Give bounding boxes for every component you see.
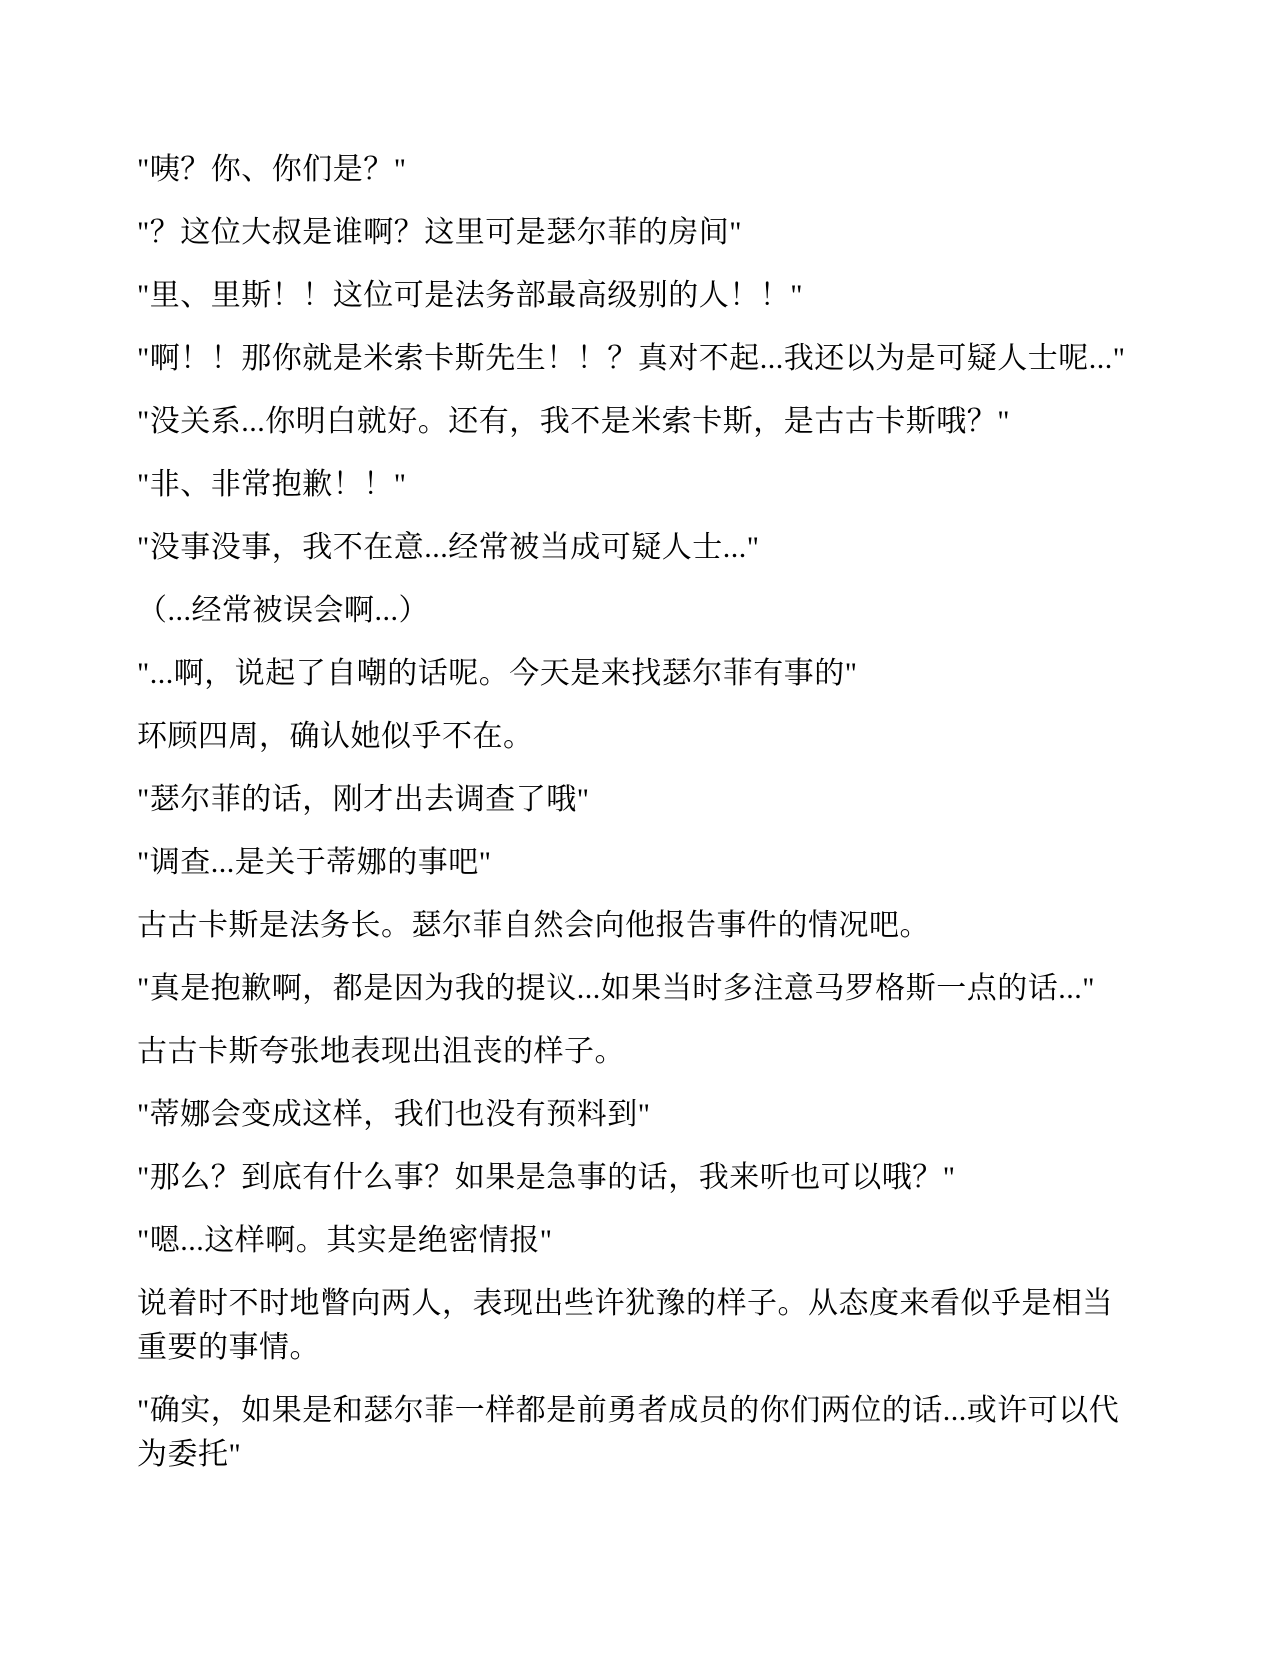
paragraph-17: "那么？到底有什么事？如果是急事的话，我来听也可以哦？" (137, 1161, 956, 1194)
paragraph-3: "里、里斯！！这位可是法务部最高级别的人！！" (137, 279, 803, 312)
paragraph-20: "确实，如果是和瑟尔菲一样都是前勇者成员的你们两位的话...或许可以代为委托" (137, 1394, 1120, 1471)
paragraph-7: "没事没事，我不在意...经常被当成可疑人士..." (137, 531, 760, 564)
paragraph-4: "啊！！那你就是米索卡斯先生！！？真对不起...我还以为是可疑人士呢..." (137, 342, 1126, 375)
paragraph-16: "蒂娜会变成这样，我们也没有预料到" (137, 1098, 651, 1131)
paragraph-5: "没关系...你明白就好。还有，我不是米索卡斯，是古古卡斯哦？" (137, 405, 1010, 438)
paragraph-19: 说着时不时地瞥向两人，表现出些许犹豫的样子。从态度来看似乎是相当重要的事情。 (137, 1287, 1113, 1364)
paragraph-8: （...经常被误会啊...） (137, 594, 429, 627)
paragraph-11: "瑟尔菲的话，刚才出去调查了哦" (137, 783, 590, 816)
paragraph-15: 古古卡斯夸张地表现出沮丧的样子。 (137, 1035, 625, 1068)
paragraph-9: "...啊，说起了自嘲的话呢。今天是来找瑟尔菲有事的" (137, 657, 858, 690)
paragraph-18: "嗯...这样啊。其实是绝密情报" (137, 1224, 553, 1257)
paragraph-2: "？这位大叔是谁啊？这里可是瑟尔菲的房间" (137, 216, 742, 249)
paragraph-14: "真是抱歉啊，都是因为我的提议...如果当时多注意马罗格斯一点的话..." (137, 972, 1095, 1005)
paragraph-1: "咦？你、你们是？" (137, 153, 407, 186)
paragraph-13: 古古卡斯是法务长。瑟尔菲自然会向他报告事件的情况吧。 (137, 909, 930, 942)
paragraph-12: "调查...是关于蒂娜的事吧" (137, 846, 492, 879)
paragraph-10: 环顾四周，确认她似乎不在。 (137, 720, 534, 753)
paragraph-6: "非、非常抱歉！！" (137, 468, 407, 501)
